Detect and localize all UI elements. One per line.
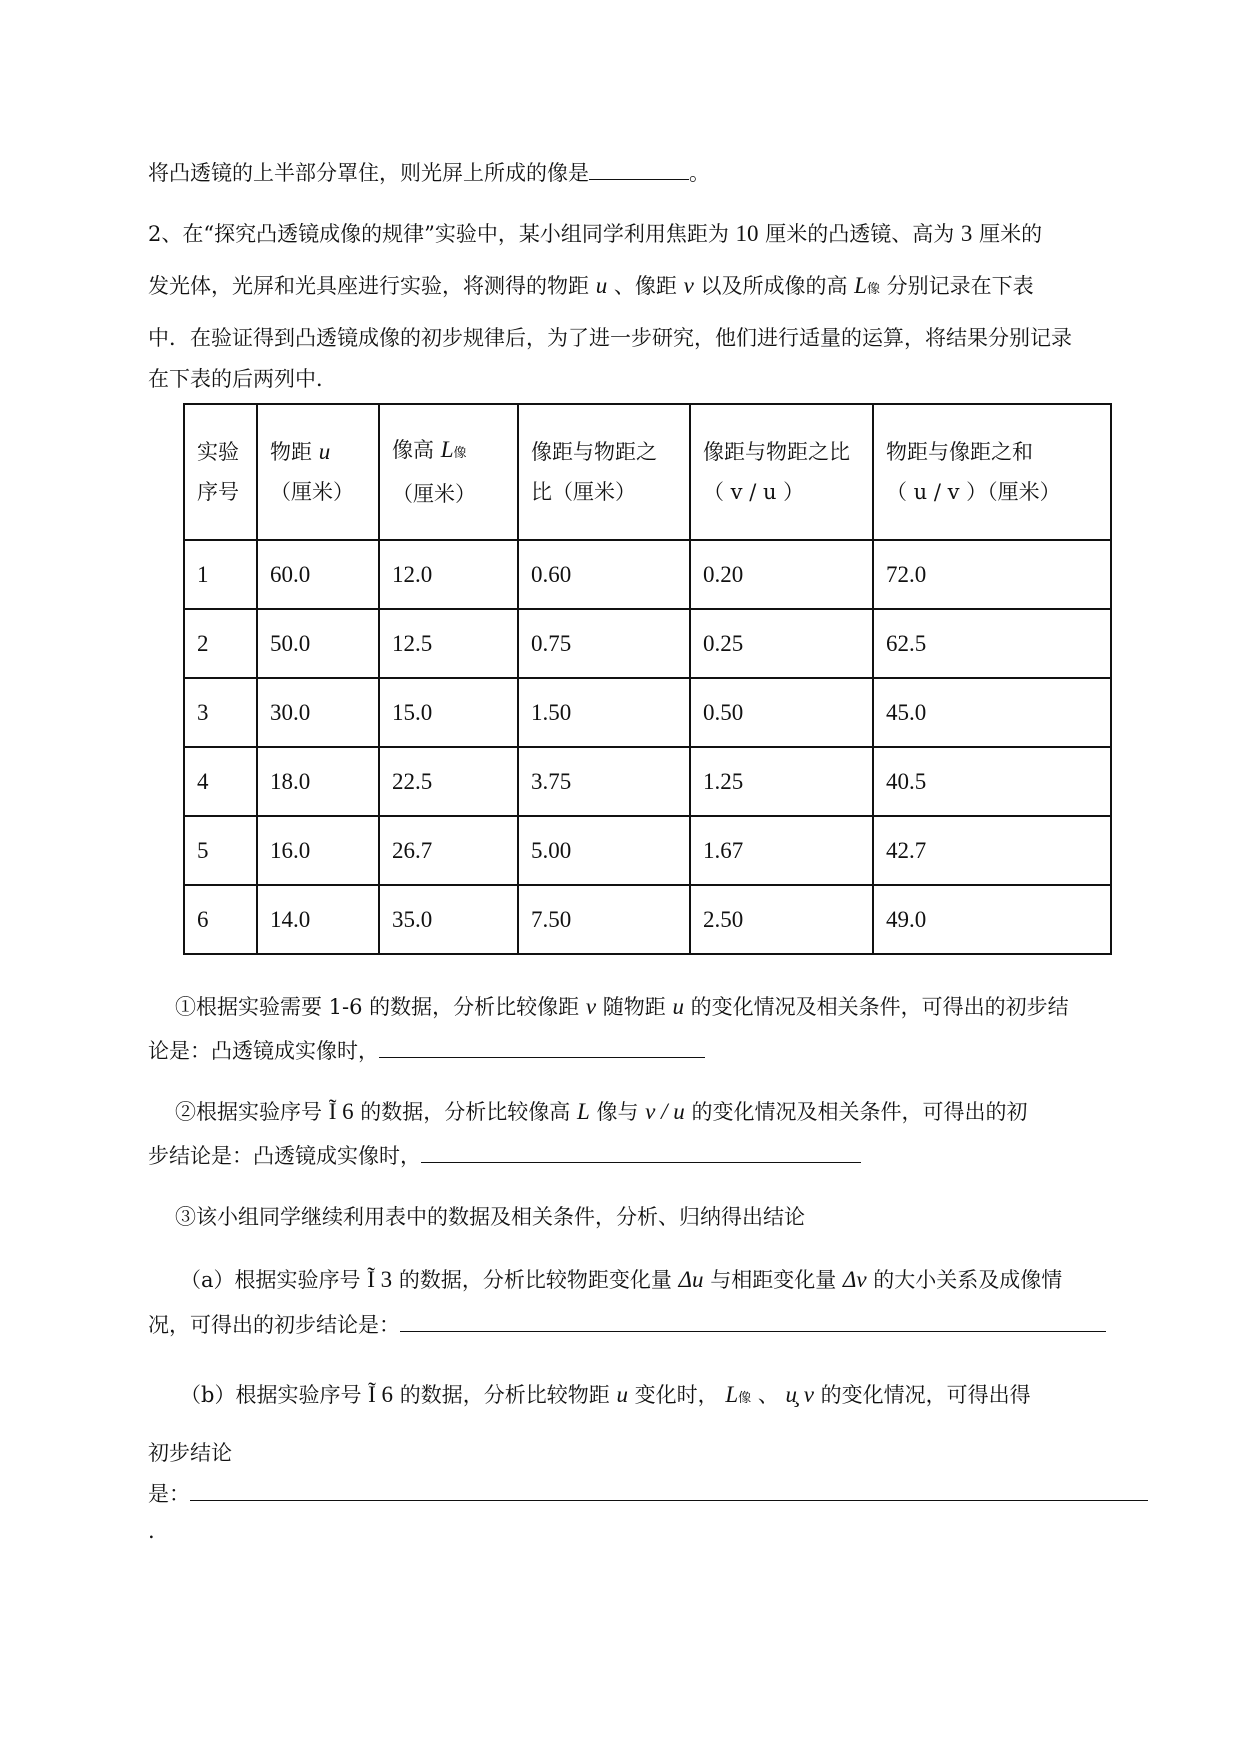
table-row (184, 885, 1111, 954)
table-cell: 7.50 (518, 885, 690, 954)
question-line-4: 在下表的后两列中． (148, 367, 337, 391)
table-cell: 3.75 (518, 747, 690, 816)
qa-text: 的大小关系及成像情 (873, 1268, 1063, 1292)
header-object-distance: 物距 u （厘米） (257, 404, 379, 540)
q2-text: 的变化情况及相关条件，可得出的初 (691, 1100, 1028, 1124)
q-text: 、像距 (613, 274, 677, 298)
symbol-v: v (585, 994, 597, 1019)
table-cell: 16.0 (257, 816, 379, 885)
range-label: Ĩ 6 (368, 1382, 394, 1407)
table-cell: 3 (184, 678, 257, 747)
qa-text: 与相距变化量 (710, 1268, 837, 1292)
table-cell: 15.0 (379, 678, 518, 747)
symbol-u: u (595, 273, 608, 298)
object-height: 3 (960, 221, 973, 246)
symbol-delta-v: Δv (842, 1267, 867, 1292)
intro-line (148, 157, 710, 188)
q2-line-2 (148, 1140, 861, 1171)
range-label: Ĩ 3 (367, 1267, 393, 1292)
answer-blank-intro[interactable] (589, 157, 689, 180)
q2-text: ②根据实验序号 (175, 1100, 322, 1124)
q2-line-1 (175, 1097, 1027, 1127)
q1-line-1 (175, 992, 1069, 1022)
q-text: 分别记录在下表 (886, 274, 1034, 298)
q3-line: ③该小组同学继续利用表中的数据及相关条件，分析、归纳得出结论 (175, 1205, 805, 1229)
table-cell: 0.20 (690, 540, 873, 609)
q-text: 2、在“探究凸透镜成像的规律”实验中，某小组同学利用焦距为 (148, 222, 729, 246)
table-header-row (184, 404, 1111, 540)
qb-text: （b）根据实验序号 (180, 1383, 362, 1407)
table-cell: 42.7 (873, 816, 1111, 885)
header-index: 实验 序号 (184, 404, 257, 540)
qb-line-1 (180, 1380, 1031, 1414)
symbol-u-alt: u̧ (785, 1382, 797, 1407)
table-cell: 0.60 (518, 540, 690, 609)
question-line-1 (148, 219, 1042, 249)
answer-blank-qa[interactable] (400, 1309, 1106, 1332)
data-table (183, 403, 1112, 955)
table-cell: 12.0 (379, 540, 518, 609)
header-sum: 物距与像距之和 （ u / v ）（厘米） (873, 404, 1111, 540)
q1-text: 的变化情况及相关条件，可得出的初步结 (690, 995, 1069, 1019)
symbol-v: v (803, 1382, 814, 1407)
table-row (184, 816, 1111, 885)
q-text: 发光体，光屏和光具座进行实验，将测得的物距 (148, 274, 589, 298)
table-cell: 45.0 (873, 678, 1111, 747)
table-row (184, 540, 1111, 609)
symbol-L: L (576, 1099, 590, 1124)
table-row (184, 747, 1111, 816)
intro-period: 。 (689, 161, 710, 185)
q1-line-2 (148, 1035, 705, 1066)
table-cell: 0.50 (690, 678, 873, 747)
table-cell: 62.5 (873, 609, 1111, 678)
qb-line-3 (148, 1478, 1148, 1509)
table-cell: 26.7 (379, 816, 518, 885)
table-cell: 1.50 (518, 678, 690, 747)
symbol-L: L (725, 1382, 739, 1407)
table-cell: 1.25 (690, 747, 873, 816)
table-cell: 0.25 (690, 609, 873, 678)
q-text: 厘米的凸透镜、高为 (765, 222, 955, 246)
table-cell: 50.0 (257, 609, 379, 678)
header-image-height: 像高 L像 （厘米） (379, 404, 518, 540)
q-text: 以及所成像的高 (700, 274, 848, 298)
table-cell: 72.0 (873, 540, 1111, 609)
table-cell: 18.0 (257, 747, 379, 816)
table-cell: 60.0 (257, 540, 379, 609)
qa-line-2 (148, 1309, 1106, 1340)
q2-text: 的数据，分析比较像高 (360, 1100, 571, 1124)
table-cell: 1.67 (690, 816, 873, 885)
q1-text: 论是：凸透镜成实像时， (148, 1039, 379, 1063)
qb-text: 变化时， (634, 1383, 719, 1407)
table-cell: 5.00 (518, 816, 690, 885)
qb-line-4: . (148, 1519, 155, 1543)
table-cell: 2 (184, 609, 257, 678)
qb-text: 的数据，分析比较物距 (399, 1383, 610, 1407)
symbol-v: v (683, 273, 694, 298)
qa-text: 的数据，分析比较物距变化量 (398, 1268, 672, 1292)
q1-text: 随物距 (602, 995, 666, 1019)
focal-length: 10 (735, 221, 759, 246)
q2-text: 步结论是：凸透镜成实像时， (148, 1144, 421, 1168)
symbol-L-sub: 像 (738, 1391, 752, 1406)
table-cell: 30.0 (257, 678, 379, 747)
qb-text: 是： (148, 1482, 190, 1506)
table-cell: 6 (184, 885, 257, 954)
qa-line-1 (180, 1265, 1062, 1295)
table-cell: 14.0 (257, 885, 379, 954)
symbol-u: u (672, 994, 684, 1019)
qa-text: （a）根据实验序号 (180, 1268, 361, 1292)
table-cell: 40.5 (873, 747, 1111, 816)
symbol-delta-u: Δu (678, 1267, 704, 1292)
qb-line-2: 初步结论 (148, 1441, 232, 1465)
intro-text: 将凸透镜的上半部分罩住，则光屏上所成的像是 (148, 161, 589, 185)
header-ratio-1: 像距与物距之 比（厘米） (518, 404, 690, 540)
q2-text: 像与 (596, 1100, 639, 1124)
qa-text: 况，可得出的初步结论是： (148, 1313, 400, 1337)
table-cell: 12.5 (379, 609, 518, 678)
question-line-2 (148, 271, 1034, 305)
table-cell: 22.5 (379, 747, 518, 816)
table-cell: 1 (184, 540, 257, 609)
table-cell: 2.50 (690, 885, 873, 954)
table-row (184, 678, 1111, 747)
symbol-L: L (854, 273, 867, 298)
answer-blank-qb[interactable] (190, 1478, 1148, 1501)
answer-blank-q1[interactable] (379, 1035, 705, 1058)
table-cell: 35.0 (379, 885, 518, 954)
table-cell: 4 (184, 747, 257, 816)
q-text: 厘米的 (979, 222, 1043, 246)
qb-text: 的变化情况，可得出得 (820, 1383, 1031, 1407)
table-row (184, 609, 1111, 678)
range-label: Ĩ 6 (328, 1099, 354, 1124)
question-line-3: 中．在验证得到凸透镜成像的初步规律后，为了进一步研究，他们进行适量的运算，将结果分别记录 (148, 326, 1072, 350)
symbol-u: u (616, 1382, 628, 1407)
table-cell: 5 (184, 816, 257, 885)
symbol-vu: v / u (645, 1099, 685, 1124)
q1-text: ①根据实验需要 1-6 的数据，分析比较像距 (175, 995, 580, 1019)
header-ratio-2: 像距与物距之比 （ v / u ） (690, 404, 873, 540)
symbol-L-sub: 像 (866, 282, 880, 297)
answer-blank-q2[interactable] (421, 1140, 861, 1163)
qb-text: 、 (757, 1383, 779, 1407)
table-cell: 49.0 (873, 885, 1111, 954)
table-cell: 0.75 (518, 609, 690, 678)
